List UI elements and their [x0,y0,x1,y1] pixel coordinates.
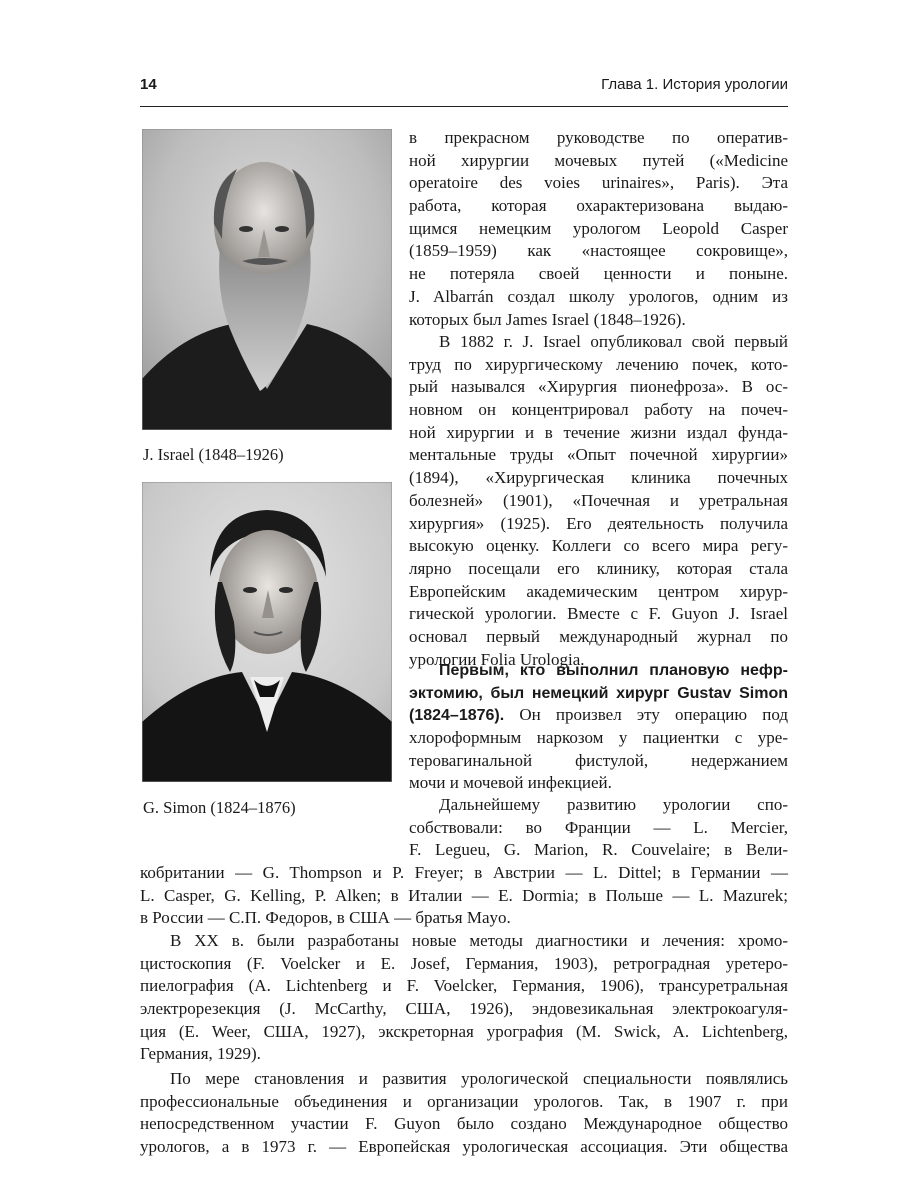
text-line: operatoire des voies urinaires», Paris). Эта [409,173,788,193]
text-line: профессиональные объединения и организации урологов. Так, в 1907 г. при [140,1091,788,1111]
text-line: новном он концентрировал работу на почеч- [409,400,788,420]
portrait-photo-israel [142,129,392,430]
text-line: основал первый международный журнал по [409,626,788,646]
figure-caption-simon: G. Simon (1824–1876) [143,798,296,817]
text-line: кобритании — G. Thompson и P. Freyer; в Австрии — L. Dittel; в Германии — [140,863,788,882]
paragraph-israel [409,331,788,671]
text-line: ция (E. Weer, США, 1927), экскреторная урография (M. Swick, A. Lichtenberg, [140,1021,788,1041]
text-line: Германия, 1929). [140,1044,261,1064]
text-line: Дальнейшему развитию урологии спо- [439,795,788,814]
text-line [409,704,788,727]
text-run: Он произвел эту операцию под [504,705,788,725]
paragraph-development-full [140,862,788,930]
paragraph-simon-nephrectomy [409,659,788,795]
text-line: пиелография (A. Lichtenberg и F. Voelcker, Германия, 1906), трансуретральная [140,976,788,996]
chapter-title: Глава 1. История урологии [601,76,788,93]
text-line: цистоскопия (F. Voelcker и E. Josef, Германия, 1903), ретроградная уретеро- [140,953,788,973]
paragraph-development-col [409,794,788,862]
text-line: В 1882 г. J. Israel опубликовал свой первый [439,332,788,351]
text-line: не потеряла своей ценности и поныне. [409,264,788,284]
text-line: электрорезекция (J. McCarthy, США, 1926), эндовезикальная электрокоагуля- [140,999,788,1019]
text-line: урологии Folia Urologia. [409,649,585,669]
text-line: F. Legueu, G. Marion, R. Couvelaire; в Вели- [409,840,788,860]
text-line: хлороформным наркозом у пациентки с уре- [409,728,788,748]
text-line: в прекрасном руководстве по оператив- [409,128,788,147]
text-line: мочи и мочевой инфекцией. [409,773,612,793]
text-line: щимся немецким урологом Leopold Casper [409,218,788,238]
text-line: собствовали: во Франции — L. Mercier, [409,817,788,837]
text-line: непосредственном участии F. Guyon было создано Международное общество [140,1114,788,1134]
portrait-photo-simon [142,482,392,782]
text-line: Европейским академическим центром хирур- [409,581,788,601]
paragraph-20th-century [140,930,788,1066]
text-line: ментальные труды «Опыт почечной хирургии» [409,445,788,465]
text-line: В XX в. были разработаны новые методы диагностики и лечения: хромо- [170,931,788,950]
text-line: По мере становления и развития урологической специальности появлялись [170,1069,788,1088]
bold-lead-text: Первым, кто выполнил плановую нефр- [439,662,788,679]
text-line: ной хирургии и в течение жизни издал фунда- [409,422,788,442]
bold-lead-text: эктомию, был немецкий хирург Gustav Simon [409,684,788,702]
text-line: L. Casper, G. Kelling, P. Alken; в Италии — E. Dormia; в Польше — L. Mazurek; [140,885,788,905]
text-line: работа, которая охарактеризована выдаю- [409,196,788,216]
header-rule [140,106,788,107]
text-line: болезней» (1901), «Почечная и уретральная [409,490,788,510]
text-line: ной хирургии мочевых путей («Medicine [409,150,788,170]
paragraph-albarran [409,127,788,331]
text-line: гической урологии. Вместе с F. Guyon J. Israel [409,604,788,624]
text-line [409,659,788,682]
text-line: в России — С.П. Федоров, в США — братья Mayo. [140,908,511,928]
figure-caption-israel: J. Israel (1848–1926) [143,445,284,464]
text-line: которых был James Israel (1848–1926). [409,309,686,329]
text-line: урологов, а в 1973 г. — Европейская урологическая ассоциация. Эти общества [140,1137,788,1157]
text-line: (1894), «Хирургическая клиника почечных [409,468,788,488]
text-line [409,682,788,705]
text-line: J. Albarrán создал школу урологов, одним из [409,286,788,306]
page-number: 14 [140,76,157,93]
text-line: высокую оценку. Коллеги со всего мира регу- [409,536,788,556]
bold-lead-text: (1824–1876). [409,707,505,725]
text-line: хирургия» (1925). Его деятельность получила [409,513,788,533]
paragraph-associations [140,1068,788,1159]
text-line: труд по хирургическому лечению почек, кото- [409,354,788,374]
text-line: рый назывался «Хирургия пионефроза». В ос- [409,377,788,397]
text-line: лярно посещали его клинику, которая стала [409,558,788,578]
text-line: теровагинальной фистулой, недержанием [409,750,788,770]
text-line: (1859–1959) как «настоящее сокровище», [409,241,788,261]
running-head [140,76,788,104]
